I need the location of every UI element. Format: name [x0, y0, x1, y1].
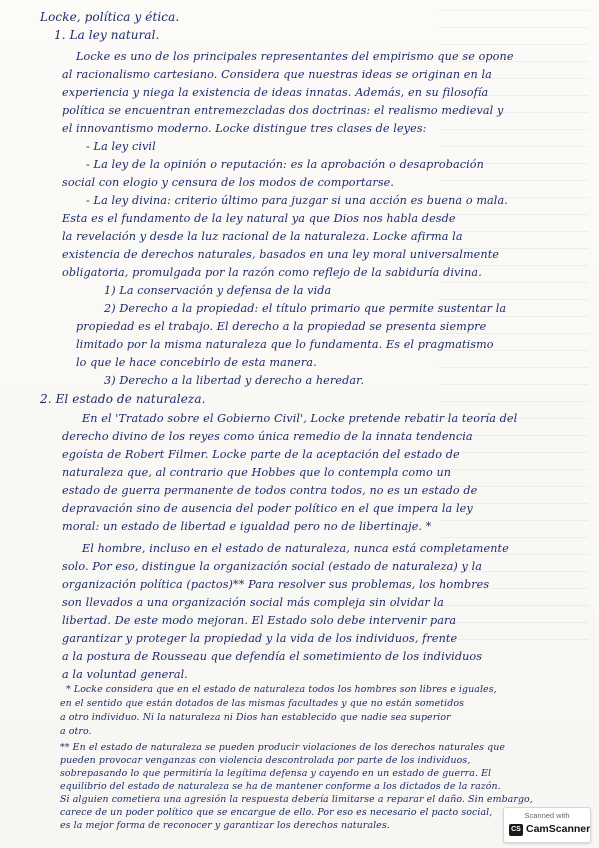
watermark-brand: CamScanner: [526, 823, 591, 835]
paragraph-line: lo que le hace concebirlo de esta manera.: [76, 356, 317, 369]
list-item: - La ley de la opinión o reputación: es la aprobación o desaprobación: [86, 158, 484, 171]
paragraph-line: derecho divino de los reyes como única remedio de la innata tendencia: [62, 430, 473, 443]
paragraph-line: la revelación y desde la luz racional de la naturaleza. Locke afirma la: [62, 230, 463, 243]
list-item: 2) Derecho a la propiedad: el título primario que permite sustentar la: [104, 302, 507, 315]
paragraph-line: limitado por la misma naturaleza que lo fundamenta. Es el pragmatismo: [76, 338, 494, 351]
section-heading-2: 2. El estado de naturaleza.: [40, 392, 206, 406]
paragraph-line: al racionalismo cartesiano. Considera que nuestras ideas se originan en la: [62, 68, 492, 81]
paragraph-line: propiedad es el trabajo. El derecho a la propiedad se presenta siempre: [76, 320, 487, 333]
list-item: - La ley civil: [86, 140, 156, 153]
paragraph-line: moral: un estado de libertad e igualdad pero no de libertinaje. *: [62, 520, 432, 533]
paragraph-line: experiencia y niega la existencia de ideas innatas. Además, en su filosofía: [62, 86, 489, 99]
footnote-line: equilibrio del estado de naturaleza se ha de mantener conforme a los dictados de la razón.: [60, 781, 501, 792]
paragraph-line: libertad. De este modo mejoran. El Estado solo debe intervenir para: [62, 614, 457, 627]
paragraph-line: obligatoria, promulgada por la razón como reflejo de la sabiduría divina.: [62, 266, 482, 279]
paragraph-line: estado de guerra permanente de todos contra todos, no es un estado de: [62, 484, 478, 497]
page-title: Locke, política y ética.: [40, 10, 180, 24]
paragraph-line: a la voluntad general.: [62, 668, 188, 681]
list-item: 1) La conservación y defensa de la vida: [104, 284, 332, 297]
footnote-line: pueden provocar venganzas con violencia descontrolada por parte de los individuos,: [60, 755, 471, 766]
scanner-watermark: [503, 807, 591, 843]
paragraph-line: organización política (pactos)** Para resolver sus problemas, los hombres: [62, 578, 490, 591]
paragraph-line: depravación sino de ausencia del poder político en el que impera la ley: [62, 502, 473, 515]
paragraph-line: Esta es el fundamento de la ley natural ya que Dios nos habla desde: [62, 212, 456, 225]
paragraph-line: El hombre, incluso en el estado de naturaleza, nunca está completamente: [82, 542, 509, 555]
footnote-line: Si alguien cometiera una agresión la respuesta debería limitarse a reparar el daño. Sin embargo,: [60, 794, 533, 805]
paragraph-line: a la postura de Rousseau que defendía el sometimiento de los individuos: [62, 650, 483, 663]
footnote-line: en el sentido que están dotados de las mismas facultades y que no están sometidos: [60, 698, 464, 709]
paragraph-line: política se encuentran entremezcladas dos doctrinas: el realismo medieval y: [62, 104, 504, 117]
footnote-line: es la mejor forma de reconocer y garantizar los derechos naturales.: [60, 820, 390, 831]
paragraph-line: social con elogio y censura de los modos de comportarse.: [62, 176, 395, 189]
footnote-line: ** En el estado de naturaleza se pueden producir violaciones de los derechos naturales que: [60, 742, 506, 753]
paragraph-line: naturaleza que, al contrario que Hobbes que lo contempla como un: [62, 466, 452, 479]
paragraph-line: el innovantismo moderno. Locke distingue tres clases de leyes:: [62, 122, 427, 135]
paragraph-line: solo. Por eso, distingue la organización social (estado de naturaleza) y la: [62, 560, 483, 573]
section-heading-1: 1. La ley natural.: [54, 28, 160, 42]
paragraph-line: egoísta de Robert Filmer. Locke parte de la aceptación del estado de: [62, 448, 460, 461]
paragraph-line: En el 'Tratado sobre el Gobierno Civil', Locke pretende rebatir la teoría del: [82, 412, 518, 425]
paragraph-line: Locke es uno de los principales representantes del empirismo que se opone: [76, 50, 514, 63]
footnote-line: sobrepasando lo que permitiría la legítima defensa y cayendo en un estado de guerra. El: [60, 768, 492, 779]
list-item: 3) Derecho a la libertad y derecho a heredar.: [104, 374, 364, 387]
camscanner-logo-icon: CS: [509, 824, 523, 836]
footnote-line: a otro.: [60, 726, 92, 737]
footnote-line: carece de un poder político que se encargue de ello. Por eso es necesario el pacto social,: [60, 807, 493, 818]
watermark-caption: Scanned with: [524, 811, 570, 820]
paragraph-line: son llevados a una organización social más compleja sin olvidar la: [62, 596, 444, 609]
footnote-line: * Locke considera que en el estado de naturaleza todos los hombres son libres e iguales,: [66, 684, 497, 695]
paragraph-line: existencia de derechos naturales, basados en una ley moral universalmente: [62, 248, 500, 261]
footnote-line: a otro individuo. Ni la naturaleza ni Dios han establecido que nadie sea superior: [60, 712, 451, 723]
list-item: - La ley divina: criterio último para juzgar si una acción es buena o mala.: [86, 194, 508, 207]
paragraph-line: garantizar y proteger la propiedad y la vida de los individuos, frente: [62, 632, 458, 645]
